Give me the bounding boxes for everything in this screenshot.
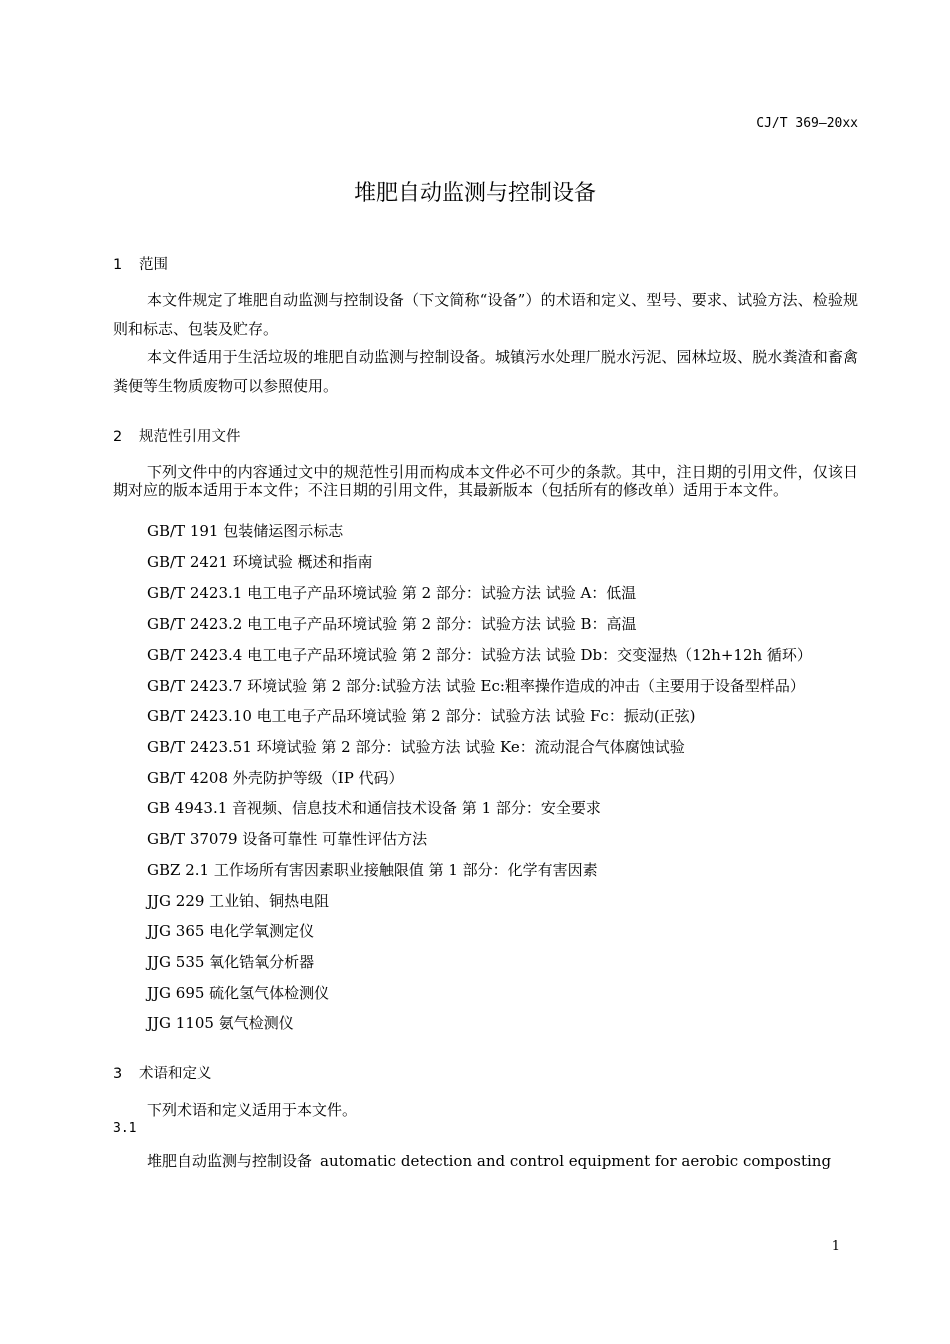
section-heading-terms bbox=[113, 1062, 212, 1083]
section-number: 2 bbox=[113, 429, 123, 445]
reference-item: GB/T 2423.2 电工电子产品环境试验 第 2 部分：试验方法 试验 B：高温 bbox=[147, 615, 637, 633]
reference-item: GB/T 37079 设备可靠性 可靠性评估方法 bbox=[147, 830, 428, 848]
section-title: 规范性引用文件 bbox=[139, 429, 241, 445]
clause-number: 3.1 bbox=[113, 1121, 137, 1136]
term-entry bbox=[147, 1150, 831, 1171]
section-heading-normative bbox=[113, 425, 241, 446]
reference-item: GB/T 4208 外壳防护等级（IP 代码） bbox=[147, 769, 404, 787]
document-code: CJ/T 369—20xx bbox=[756, 116, 858, 131]
reference-item: JJG 1105 氨气检测仪 bbox=[147, 1014, 294, 1032]
reference-item: GB/T 191 包装储运图示标志 bbox=[147, 522, 344, 540]
reference-item: GB/T 2423.4 电工电子产品环境试验 第 2 部分：试验方法 试验 Db：交变湿热（12h+12h 循环） bbox=[147, 646, 812, 664]
normative-intro: 下列文件中的内容通过文中的规范性引用而构成本文件必不可少的条款。其中，注日期的引用文件，仅该日期对应的版本适用于本文件；不注日期的引用文件，其最新版本（包括所有的修改单）适用于本文件。 bbox=[113, 463, 858, 499]
page-number: 1 bbox=[831, 1239, 840, 1254]
scope-paragraph-2: 本文件适用于生活垃圾的堆肥自动监测与控制设备。城镇污水处理厂脱水污泥、园林垃圾、脱水粪渣和畜禽粪便等生物质废物可以参照使用。 bbox=[113, 348, 858, 395]
section-title: 术语和定义 bbox=[139, 1066, 212, 1082]
term-chinese: 堆肥自动监测与控制设备 bbox=[147, 1152, 313, 1170]
document-title: 堆肥自动监测与控制设备 bbox=[353, 181, 596, 206]
reference-item: JJG 535 氧化锆氧分析器 bbox=[147, 953, 315, 971]
reference-item: GB/T 2423.7 环境试验 第 2 部分:试验方法 试验 Ec:粗率操作造成的冲击（主要用于设备型样品） bbox=[147, 677, 805, 695]
reference-item: GB/T 2423.10 电工电子产品环境试验 第 2 部分：试验方法 试验 Fc：振动(正弦) bbox=[147, 707, 696, 725]
section-heading-scope bbox=[113, 253, 168, 274]
reference-item: GBZ 2.1 工作场所有害因素职业接触限值 第 1 部分：化学有害因素 bbox=[147, 861, 598, 879]
section-number: 1 bbox=[113, 257, 123, 273]
reference-item: GB/T 2423.51 环境试验 第 2 部分：试验方法 试验 Ke：流动混合气体腐蚀试验 bbox=[147, 738, 685, 756]
reference-item: GB/T 2421 环境试验 概述和指南 bbox=[147, 553, 373, 571]
term-english: automatic detection and control equipment for aerobic composting bbox=[320, 1152, 832, 1170]
reference-item: GB/T 2423.1 电工电子产品环境试验 第 2 部分：试验方法 试验 A：低温 bbox=[147, 584, 637, 602]
reference-item: JJG 695 硫化氢气体检测仪 bbox=[147, 984, 330, 1002]
section-title: 范围 bbox=[139, 257, 168, 273]
reference-item: GB 4943.1 音视频、信息技术和通信技术设备 第 1 部分：安全要求 bbox=[147, 799, 601, 817]
reference-item: JJG 229 工业铂、铜热电阻 bbox=[147, 892, 330, 910]
reference-item: JJG 365 电化学氧测定仪 bbox=[147, 922, 315, 940]
scope-paragraph-1: 本文件规定了堆肥自动监测与控制设备（下文简称“设备”）的术语和定义、型号、要求、试验方法、检验规则和标志、包装及贮存。 bbox=[113, 291, 858, 338]
section-number: 3 bbox=[113, 1066, 123, 1082]
terms-intro: 下列术语和定义适用于本文件。 bbox=[147, 1101, 358, 1119]
